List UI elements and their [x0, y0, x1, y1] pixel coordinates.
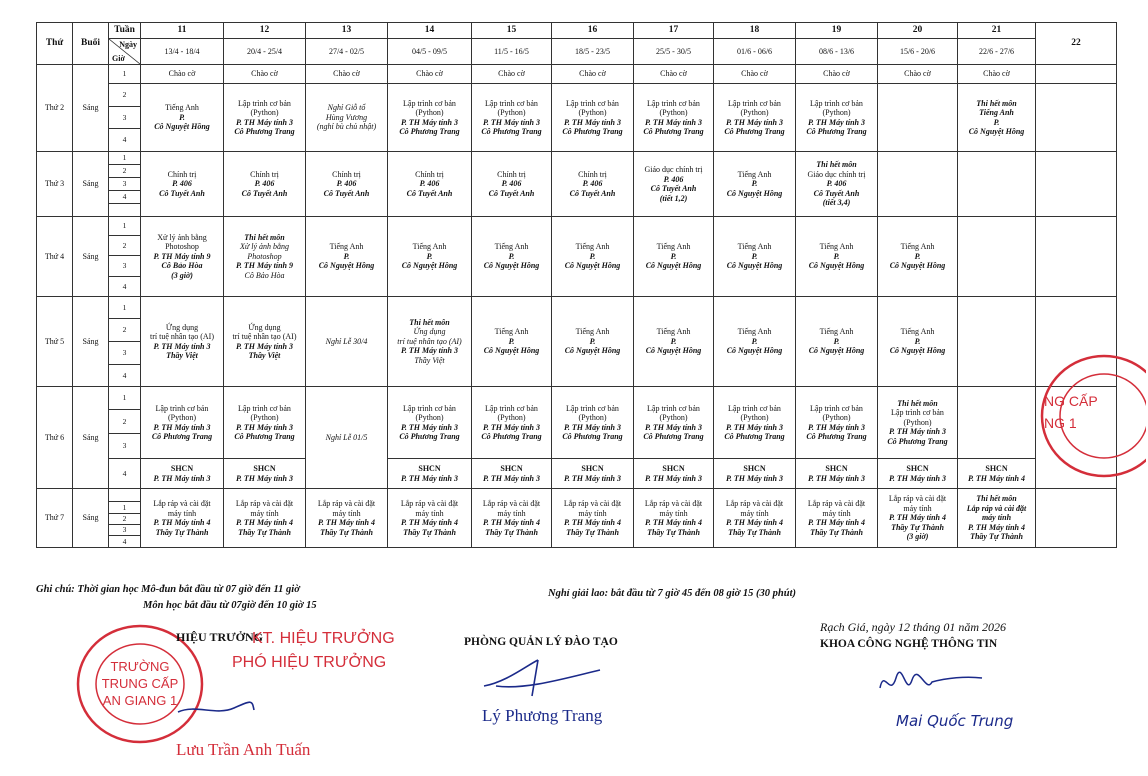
cell-empty — [958, 297, 1036, 387]
signature-khoa — [876, 658, 986, 708]
cell-empty — [878, 152, 958, 217]
date-18: 01/6 - 06/6 — [714, 39, 796, 65]
cell-exam: Thi hết môn Ứng dụng trí tuệ nhân tạo (AI) P. TH Máy tính 3 Thầy Việt — [388, 297, 472, 387]
period: 2 — [109, 410, 141, 434]
header-ngay: Ngày — [119, 40, 137, 49]
period: 2 — [109, 236, 141, 256]
header-gio: Giờ — [112, 53, 125, 63]
cell-lesson: Tiếng Anh P. Cô Nguyệt Hồng — [714, 152, 796, 217]
week-16: 16 — [552, 23, 634, 39]
day-thu7: Thứ 7 — [37, 489, 73, 548]
cell-lesson: Lập trình cơ bản (Python) P. TH Máy tính 3 Cô Phương Trang — [552, 387, 634, 459]
cell-chao-co: Chào cờ — [634, 65, 714, 84]
cell-lesson: Lập trình cơ bản (Python) P. TH Máy tính 3 Cô Phương Trang — [472, 387, 552, 459]
cell-lesson: Lắp ráp và cài đặt máy tính P. TH Máy tính 4 Thầy Tự Thành — [796, 489, 878, 548]
kt-hieu-truong: KT. HIỆU TRƯỞNG — [252, 630, 395, 647]
cell-lesson: Tiếng Anh P. Cô Nguyệt Hồng — [141, 84, 224, 152]
cell-shcn: SHCN P. TH Máy tính 3 — [796, 459, 878, 489]
cell-lesson: Lập trình cơ bản (Python) P. TH Máy tính 3 Cô Phương Trang — [472, 84, 552, 152]
cell-lesson: Chính trị P. 406 Cô Tuyết Anh — [224, 152, 306, 217]
cell-lesson: Lắp ráp và cài đặt máy tính P. TH Máy tính 4 Thầy Tự Thành — [388, 489, 472, 548]
session-thu5: Sáng — [73, 297, 109, 387]
cell-lesson: Lắp ráp và cài đặt máy tính P. TH Máy tính 4 Thầy Tự Thành — [552, 489, 634, 548]
cell-lesson: Tiếng Anh P. Cô Nguyệt Hồng — [472, 217, 552, 297]
khoa-title: KHOA CÔNG NGHỆ THÔNG TIN — [820, 638, 998, 650]
session-thu4: Sáng — [73, 217, 109, 297]
date-15: 11/5 - 16/5 — [472, 39, 552, 65]
cell-lesson: Lập trình cơ bản (Python) P. TH Máy tính 3 Cô Phương Trang — [388, 387, 472, 459]
period: 4 — [109, 459, 141, 489]
date-13: 27/4 - 02/5 — [306, 39, 388, 65]
cell-chao-co: Chào cờ — [714, 65, 796, 84]
partial-seal-stamp — [1036, 352, 1146, 482]
cell-exam: Thi hết môn Lắp ráp và cài đặt máy tính P. TH Máy tính 4 Thầy Tự Thành — [958, 489, 1036, 548]
week-21: 21 — [958, 23, 1036, 39]
date-19: 08/6 - 13/6 — [796, 39, 878, 65]
cell-chao-co: Chào cờ — [388, 65, 472, 84]
period: 1 — [109, 297, 141, 319]
date-20: 15/6 - 20/6 — [878, 39, 958, 65]
cell-lesson: Lập trình cơ bản (Python) P. TH Máy tính 3 Cô Phương Trang — [388, 84, 472, 152]
day-thu6: Thứ 6 — [37, 387, 73, 489]
cell-lesson: Tiếng Anh P. Cô Nguyệt Hồng — [714, 217, 796, 297]
date-14: 04/5 - 09/5 — [388, 39, 472, 65]
period: 2 — [109, 165, 141, 178]
cell-lesson: Lập trình cơ bản (Python) P. TH Máy tính 3 Cô Phương Trang — [224, 84, 306, 152]
cell-shcn: SHCN P. TH Máy tính 3 — [878, 459, 958, 489]
date-11: 13/4 - 18/4 — [141, 39, 224, 65]
period-blank — [109, 489, 141, 502]
period: 4 — [109, 365, 141, 387]
cell-lesson: Lắp ráp và cài đặt máy tính P. TH Máy tính 4 Thầy Tự Thành — [472, 489, 552, 548]
period: 3 — [109, 107, 141, 129]
name-qldt: Lý Phương Trang — [482, 706, 603, 725]
cell-shcn: SHCN P. TH Máy tính 3 — [472, 459, 552, 489]
period: 2 — [109, 319, 141, 342]
day-thu3: Thứ 3 — [37, 152, 73, 217]
day-thu2: Thứ 2 — [37, 65, 73, 152]
seal-line-3: AN GIANG 1 — [102, 693, 178, 708]
cell-lesson: Lập trình cơ bản (Python) P. TH Máy tính 3 Cô Phương Trang — [796, 84, 878, 152]
cell-lesson: Tiếng Anh P. Cô Nguyệt Hồng — [796, 217, 878, 297]
period-blank — [109, 204, 141, 217]
partial-seal-line-1: NG CẤP — [1044, 393, 1098, 409]
cell-lesson: Lắp ráp và cài đặt máy tính P. TH Máy tính 4 Thầy Tự Thành — [714, 489, 796, 548]
cell-chao-co: Chào cờ — [224, 65, 306, 84]
seal-line-2: TRUNG CẤP — [101, 676, 179, 691]
timetable-sheet — [36, 22, 1116, 580]
cell-shcn: SHCN P. TH Máy tính 3 — [714, 459, 796, 489]
cell-exam: Thi hết môn Tiếng Anh P. Cô Nguyệt Hồng — [958, 84, 1036, 152]
cell-lesson: Lập trình cơ bản (Python) P. TH Máy tính 3 Cô Phương Trang — [634, 84, 714, 152]
cell-chao-co: Chào cờ — [552, 65, 634, 84]
cell-lesson: Tiếng Anh P. Cô Nguyệt Hồng — [634, 217, 714, 297]
period: 1 — [109, 387, 141, 410]
cell-holiday: Nghỉ Lễ 01/5 — [306, 387, 388, 489]
week-17: 17 — [634, 23, 714, 39]
cell-lesson: Tiếng Anh P. Cô Nguyệt Hồng — [878, 217, 958, 297]
cell-lesson: Lập trình cơ bản (Python) P. TH Máy tính 3 Cô Phương Trang — [714, 387, 796, 459]
cell-empty — [958, 217, 1036, 297]
week-11: 11 — [141, 23, 224, 39]
cell-lesson: Chính trị P. 406 Cô Tuyết Anh — [472, 152, 552, 217]
cell-empty — [958, 387, 1036, 459]
header-ngay-gio — [109, 39, 141, 65]
hieu-truong-title: HIỆU TRƯỞNG — [176, 630, 264, 644]
period: 4 — [109, 277, 141, 297]
cell-shcn: SHCN P. TH Máy tính 3 — [634, 459, 714, 489]
partial-seal-line-2: NG 1 — [1044, 415, 1077, 431]
period: 4 — [109, 129, 141, 152]
date-12: 20/4 - 25/4 — [224, 39, 306, 65]
cell-chao-co: Chào cờ — [306, 65, 388, 84]
cell-lesson: Tiếng Anh P. Cô Nguyệt Hồng — [552, 217, 634, 297]
period: 3 — [109, 178, 141, 191]
cell-lesson: Tiếng Anh P. Cô Nguyệt Hồng — [552, 297, 634, 387]
cell-lesson: Tiếng Anh P. Cô Nguyệt Hồng — [796, 297, 878, 387]
cell-shcn: SHCN P. TH Máy tính 3 — [552, 459, 634, 489]
date-16: 18/5 - 23/5 — [552, 39, 634, 65]
cell-lesson: Lập trình cơ bản (Python) P. TH Máy tính 3 Cô Phương Trang — [224, 387, 306, 459]
period: 1 — [109, 217, 141, 236]
week-20: 20 — [878, 23, 958, 39]
cell-shcn: SHCN P. TH Máy tính 3 — [141, 459, 224, 489]
period: 3 — [109, 434, 141, 459]
header-buoi: Buổi — [73, 23, 109, 65]
day-thu4: Thứ 4 — [37, 217, 73, 297]
cell-chao-co: Chào cờ — [958, 65, 1036, 84]
cell-exam: Thi hết môn Lập trình cơ bản (Python) P. TH Máy tính 3 Cô Phương Trang — [878, 387, 958, 459]
cell-shcn: SHCN P. TH Máy tính 4 — [958, 459, 1036, 489]
cell-lesson: Chính trị P. 406 Cô Tuyết Anh — [388, 152, 472, 217]
period: 3 — [109, 256, 141, 277]
cell-lesson: Lắp ráp và cài đặt máy tính P. TH Máy tính 4 Thầy Tự Thành (3 giờ) — [878, 489, 958, 548]
cell-empty — [878, 84, 958, 152]
cell-lesson: Lắp ráp và cài đặt máy tính P. TH Máy tính 4 Thầy Tự Thành — [306, 489, 388, 548]
cell-exam: Thi hết môn Giáo dục chính trị P. 406 Cô Tuyết Anh (tiết 3,4) — [796, 152, 878, 217]
period: 2 — [109, 84, 141, 107]
signature-qldt — [476, 656, 606, 700]
session-thu2: Sáng — [73, 65, 109, 152]
cell-lesson: Tiếng Anh P. Cô Nguyệt Hồng — [878, 297, 958, 387]
cell-chao-co: Chào cờ — [796, 65, 878, 84]
phong-qldt-title: PHÒNG QUẢN LÝ ĐÀO TẠO — [464, 636, 618, 648]
period: 2 — [109, 514, 141, 525]
period: 1 — [109, 65, 141, 84]
cell-shcn: SHCN P. TH Máy tính 3 — [224, 459, 306, 489]
timetable — [36, 22, 1117, 548]
cell-empty — [1036, 217, 1117, 297]
cell-lesson: Lập trình cơ bản (Python) P. TH Máy tính 3 Cô Phương Trang — [552, 84, 634, 152]
cell-lesson: Tiếng Anh P. Cô Nguyệt Hồng — [306, 217, 388, 297]
cell-lesson: Lập trình cơ bản (Python) P. TH Máy tính 3 Cô Phương Trang — [714, 84, 796, 152]
cell-exam: Thi hết môn Xử lý ảnh bằng Photoshop P. TH Máy tính 9 Cô Bảo Hòa — [224, 217, 306, 297]
day-thu5: Thứ 5 — [37, 297, 73, 387]
week-15: 15 — [472, 23, 552, 39]
header-thu: Thứ — [37, 23, 73, 65]
date-21: 22/6 - 27/6 — [958, 39, 1036, 65]
period: 3 — [109, 342, 141, 365]
place-date: Rạch Giá, ngày 12 tháng 01 năm 2026 — [820, 620, 1006, 634]
week-13: 13 — [306, 23, 388, 39]
cell-lesson: Tiếng Anh P. Cô Nguyệt Hồng — [388, 217, 472, 297]
cell-lesson: Lập trình cơ bản (Python) P. TH Máy tính 3 Cô Phương Trang — [634, 387, 714, 459]
signature-hieu-truong — [176, 690, 256, 720]
note-ghi-chu: Ghi chú: Thời gian học Mô-đun bắt đầu từ 07 giờ đến 11 giờ — [36, 584, 300, 595]
period: 3 — [109, 525, 141, 536]
cell-chao-co: Chào cờ — [472, 65, 552, 84]
cell-empty — [958, 152, 1036, 217]
note-mon-hoc: Môn học bắt đầu từ 07giờ đến 10 giờ 15 — [143, 600, 317, 611]
cell-empty — [1036, 489, 1117, 548]
name-hieu-truong: Lưu Trần Anh Tuấn — [176, 740, 311, 759]
cell-lesson: Chính trị P. 406 Cô Tuyết Anh — [306, 152, 388, 217]
period: 1 — [109, 152, 141, 165]
header-tuan: Tuần — [109, 23, 141, 39]
session-thu3: Sáng — [73, 152, 109, 217]
cell-lesson: Ứng dụng trí tuệ nhân tạo (AI) P. TH Máy tính 3 Thầy Việt — [141, 297, 224, 387]
session-thu7: Sáng — [73, 489, 109, 548]
cell-lesson: Xử lý ảnh bằng Photoshop P. TH Máy tính 9 Cô Bảo Hòa (3 giờ) — [141, 217, 224, 297]
cell-lesson: Tiếng Anh P. Cô Nguyệt Hồng — [634, 297, 714, 387]
cell-lesson: Lập trình cơ bản (Python) P. TH Máy tính 3 Cô Phương Trang — [141, 387, 224, 459]
cell-lesson: Ứng dụng trí tuệ nhân tạo (AI) P. TH Máy tính 3 Thầy Việt — [224, 297, 306, 387]
pho-hieu-truong: PHÓ HIỆU TRƯỞNG — [232, 654, 387, 671]
week-12: 12 — [224, 23, 306, 39]
cell-lesson: Lắp ráp và cài đặt máy tính P. TH Máy tính 4 Thầy Tự Thành — [141, 489, 224, 548]
period: 4 — [109, 536, 141, 548]
cell-chao-co: Chào cờ — [141, 65, 224, 84]
cell-lesson: Chính trị P. 406 Cô Tuyết Anh — [141, 152, 224, 217]
session-thu6: Sáng — [73, 387, 109, 489]
cell-empty — [1036, 84, 1117, 152]
date-17: 25/5 - 30/5 — [634, 39, 714, 65]
cell-lesson: Lập trình cơ bản (Python) P. TH Máy tính 3 Cô Phương Trang — [796, 387, 878, 459]
period: 4 — [109, 191, 141, 204]
cell-lesson: Giáo dục chính trị P. 406 Cô Tuyết Anh (tiết 1,2) — [634, 152, 714, 217]
cell-empty — [1036, 152, 1117, 217]
name-khoa: Mai Quốc Trung — [896, 712, 1014, 730]
week-22: 22 — [1036, 23, 1117, 65]
cell-lesson: Chính trị P. 406 Cô Tuyết Anh — [552, 152, 634, 217]
cell-holiday: Nghỉ Giỗ tổ Hùng Vương (nghỉ bù chủ nhật) — [306, 84, 388, 152]
week-14: 14 — [388, 23, 472, 39]
note-nghi-giai-lao: Nghỉ giải lao: bắt đầu từ 7 giờ 45 đến 08 giờ 15 (30 phút) — [548, 588, 796, 599]
period: 1 — [109, 502, 141, 514]
cell-empty — [1036, 65, 1117, 84]
cell-lesson: Tiếng Anh P. Cô Nguyệt Hồng — [714, 297, 796, 387]
cell-holiday: Nghỉ Lễ 30/4 — [306, 297, 388, 387]
week-18: 18 — [714, 23, 796, 39]
cell-shcn: SHCN P. TH Máy tính 3 — [388, 459, 472, 489]
cell-lesson: Lắp ráp và cài đặt máy tính P. TH Máy tính 4 Thầy Tự Thành — [224, 489, 306, 548]
cell-chao-co: Chào cờ — [878, 65, 958, 84]
week-19: 19 — [796, 23, 878, 39]
cell-lesson: Tiếng Anh P. Cô Nguyệt Hồng — [472, 297, 552, 387]
seal-line-1: TRƯỜNG — [110, 659, 170, 674]
cell-lesson: Lắp ráp và cài đặt máy tính P. TH Máy tính 4 Thầy Tự Thành — [634, 489, 714, 548]
